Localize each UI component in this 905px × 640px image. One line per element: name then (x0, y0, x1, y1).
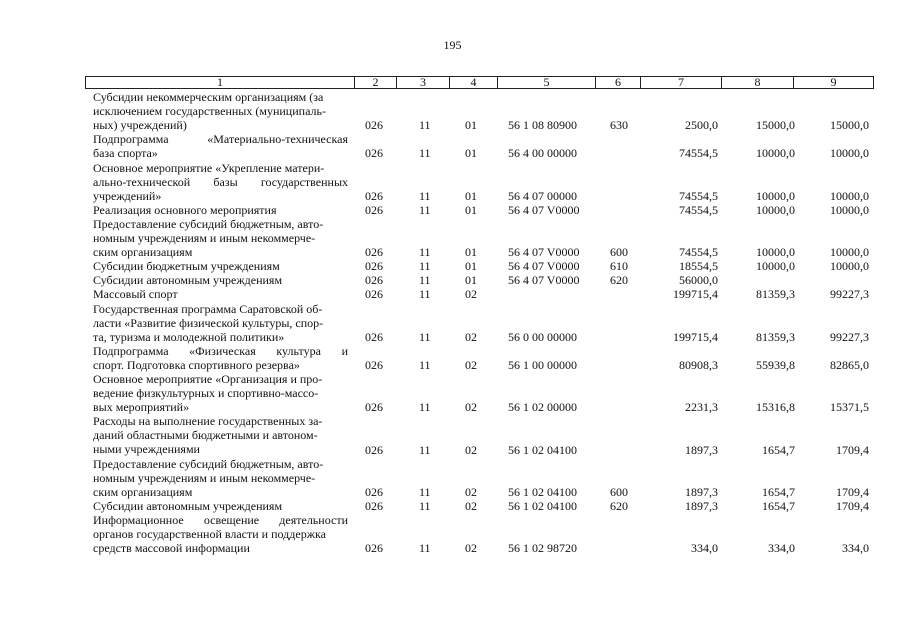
cell-col-9: 99227,3 (830, 287, 869, 302)
description-line: Субсидии бюджетным учреждениям (93, 259, 280, 274)
cell-col-8: 1654,7 (762, 498, 795, 513)
cell-col-2: 026 (365, 484, 383, 499)
cell-col-9: 10000,0 (830, 202, 869, 217)
description-line: Расходы на выполнение государственных за- (93, 414, 323, 429)
description-line: база спорта» (93, 146, 158, 161)
row-description (93, 457, 348, 499)
cell-col-6: 630 (610, 118, 628, 133)
cell-col-5: 56 1 02 00000 (508, 400, 577, 415)
cell-col-7: 74554,5 (679, 202, 718, 217)
cell-col-7: 74554,5 (679, 245, 718, 260)
cell-col-9: 10000,0 (830, 259, 869, 274)
cell-col-2: 026 (365, 273, 383, 288)
cell-col-3: 11 (419, 188, 431, 203)
cell-col-5: 56 4 07 V0000 (508, 259, 580, 274)
description-line: вых мероприятий» (93, 400, 190, 414)
cell-col-9: 10000,0 (830, 245, 869, 260)
table-row (0, 414, 905, 456)
cell-col-2: 026 (365, 202, 383, 217)
header-col-9: 9 (793, 77, 873, 88)
description-line: исключением государственных (муниципаль- (93, 104, 326, 118)
cell-col-7: 18554,5 (679, 259, 718, 274)
description-line: Субсидии некоммерческим организациям (за (93, 90, 324, 104)
cell-col-4: 02 (465, 498, 477, 513)
table-row (0, 273, 905, 287)
table-row (0, 203, 905, 217)
cell-col-5: 56 1 02 98720 (508, 541, 577, 556)
header-col-5: 5 (497, 77, 595, 88)
cell-col-8: 1654,7 (762, 442, 795, 457)
description-line: номным учреждениям и иным некоммерче- (93, 230, 316, 245)
cell-col-4: 01 (465, 146, 477, 161)
cell-col-7: 74554,5 (679, 188, 718, 203)
table-row (0, 302, 905, 344)
cell-col-3: 11 (419, 357, 431, 372)
cell-col-6: 620 (610, 273, 628, 288)
table-row (0, 161, 905, 203)
cell-col-4: 01 (465, 259, 477, 274)
cell-col-3: 11 (419, 484, 431, 499)
description-line: ными учреждениями (93, 442, 200, 457)
cell-col-3: 11 (419, 442, 431, 457)
cell-col-8: 15000,0 (756, 118, 795, 133)
cell-col-7: 199715,4 (673, 329, 718, 344)
cell-col-8: 10000,0 (756, 188, 795, 203)
row-description (93, 372, 348, 414)
row-description (93, 161, 348, 203)
cell-col-7: 56000,0 (679, 273, 718, 288)
cell-col-5: 56 4 00 00000 (508, 146, 577, 161)
cell-col-7: 199715,4 (673, 287, 718, 302)
cell-col-7: 334,0 (691, 541, 718, 556)
cell-col-3: 11 (419, 118, 431, 133)
row-description (93, 203, 348, 217)
cell-col-8: 15316,8 (756, 400, 795, 415)
row-description (93, 344, 348, 372)
row-description (93, 499, 348, 513)
table-row (0, 132, 905, 160)
description-line: средств массовой информации (93, 541, 250, 555)
description-line: та, туризма и молодежной политики» (93, 329, 285, 344)
table-row (0, 344, 905, 372)
cell-col-5: 56 4 07 V0000 (508, 202, 580, 217)
row-description (93, 513, 348, 555)
cell-col-4: 02 (465, 357, 477, 372)
cell-col-5: 56 1 02 04100 (508, 484, 577, 499)
cell-col-5: 56 4 07 V0000 (508, 245, 580, 260)
cell-col-4: 02 (465, 329, 477, 344)
row-description (93, 217, 348, 259)
table-row (0, 259, 905, 273)
cell-col-3: 11 (419, 329, 431, 344)
cell-col-5: 56 1 08 80900 (508, 118, 577, 133)
cell-col-2: 026 (365, 188, 383, 203)
cell-col-9: 99227,3 (830, 329, 869, 344)
description-line: Предоставление субсидий бюджетным, авто- (93, 456, 324, 471)
cell-col-2: 026 (365, 146, 383, 161)
cell-col-9: 1709,4 (836, 498, 869, 513)
cell-col-9: 82865,0 (830, 357, 869, 372)
cell-col-5: 56 1 00 00000 (508, 357, 577, 372)
cell-col-2: 026 (365, 118, 383, 133)
cell-col-7: 80908,3 (679, 357, 718, 372)
table-row (0, 90, 905, 132)
description-line: ально-технической базы государственных (93, 174, 348, 189)
page-number: 195 (443, 38, 462, 52)
cell-col-8: 81359,3 (756, 329, 795, 344)
cell-col-7: 2231,3 (685, 400, 718, 415)
row-description (93, 302, 348, 344)
cell-col-3: 11 (419, 541, 431, 556)
description-line: Предоставление субсидий бюджетным, авто- (93, 216, 324, 231)
row-description (93, 90, 348, 132)
cell-col-2: 026 (365, 442, 383, 457)
header-col-6: 6 (595, 77, 640, 88)
header-col-7: 7 (640, 77, 721, 88)
cell-col-7: 2500,0 (685, 118, 718, 133)
cell-col-3: 11 (419, 259, 431, 274)
cell-col-9: 15000,0 (830, 118, 869, 133)
description-line: Подпрограмма «Материально-техническая (93, 132, 348, 147)
table-row (0, 287, 905, 301)
description-line: спорт. Подготовка спортивного резерва» (93, 357, 300, 372)
description-line: Субсидии автономным учреждениям (93, 498, 283, 513)
description-line: Государственная программа Саратовской об- (93, 301, 323, 316)
table-row (0, 513, 905, 555)
description-line: ласти «Развитие физической культуры, спор- (93, 315, 324, 330)
cell-col-9: 15371,5 (830, 400, 869, 415)
table-row (0, 372, 905, 414)
row-description (93, 132, 348, 160)
table-row (0, 217, 905, 259)
description-line: органов государственной власти и поддержка (93, 527, 326, 541)
cell-col-8: 10000,0 (756, 259, 795, 274)
cell-col-8: 334,0 (768, 541, 795, 556)
header-col-2: 2 (354, 77, 396, 88)
cell-col-6: 620 (610, 498, 628, 513)
description-line: даний областными бюджетными и автоном- (93, 428, 318, 443)
cell-col-8: 10000,0 (756, 202, 795, 217)
cell-col-6: 610 (610, 259, 628, 274)
description-line: Реализация основного мероприятия (93, 202, 277, 217)
cell-col-4: 02 (465, 442, 477, 457)
description-line: Информационное освещение деятельности (93, 513, 348, 527)
header-col-3: 3 (396, 77, 449, 88)
header-col-8: 8 (721, 77, 793, 88)
description-line: Основное мероприятие «Укрепление матери- (93, 160, 325, 175)
cell-col-2: 026 (365, 245, 383, 260)
cell-col-5: 56 1 02 04100 (508, 498, 577, 513)
cell-col-4: 02 (465, 541, 477, 556)
cell-col-9: 334,0 (842, 541, 869, 556)
cell-col-4: 02 (465, 287, 477, 302)
cell-col-6: 600 (610, 245, 628, 260)
description-line: номным учреждениям и иным некоммерче- (93, 470, 316, 485)
cell-col-4: 01 (465, 273, 477, 288)
cell-col-4: 02 (465, 484, 477, 499)
cell-col-3: 11 (419, 202, 431, 217)
cell-col-8: 10000,0 (756, 146, 795, 161)
cell-col-4: 01 (465, 118, 477, 133)
cell-col-4: 01 (465, 202, 477, 217)
table-row (0, 457, 905, 499)
cell-col-7: 74554,5 (679, 146, 718, 161)
table-header-row (85, 76, 874, 89)
cell-col-7: 1897,3 (685, 442, 718, 457)
row-description (93, 287, 348, 301)
cell-col-9: 10000,0 (830, 146, 869, 161)
description-line: ных) учреждений) (93, 118, 187, 132)
cell-col-8: 10000,0 (756, 245, 795, 260)
row-description (93, 273, 348, 287)
cell-col-8: 81359,3 (756, 287, 795, 302)
cell-col-3: 11 (419, 146, 431, 161)
cell-col-6: 600 (610, 484, 628, 499)
description-line: ским организациям (93, 484, 193, 499)
cell-col-8: 55939,8 (756, 357, 795, 372)
description-line: Субсидии автономным учреждениям (93, 273, 283, 288)
cell-col-2: 026 (365, 498, 383, 513)
cell-col-4: 01 (465, 188, 477, 203)
cell-col-3: 11 (419, 400, 431, 415)
cell-col-2: 026 (365, 329, 383, 344)
cell-col-8: 1654,7 (762, 484, 795, 499)
cell-col-2: 026 (365, 541, 383, 556)
header-col-4: 4 (449, 77, 497, 88)
row-description (93, 414, 348, 456)
cell-col-4: 02 (465, 400, 477, 415)
table-row (0, 499, 905, 513)
cell-col-7: 1897,3 (685, 484, 718, 499)
cell-col-7: 1897,3 (685, 498, 718, 513)
header-col-1: 1 (217, 75, 223, 89)
description-line: учреждений» (93, 188, 162, 203)
description-line: Подпрограмма «Физическая культура и (93, 343, 348, 358)
cell-col-2: 026 (365, 400, 383, 415)
cell-col-9: 1709,4 (836, 442, 869, 457)
cell-col-9: 10000,0 (830, 188, 869, 203)
cell-col-3: 11 (419, 498, 431, 513)
cell-col-3: 11 (419, 287, 431, 302)
cell-col-2: 026 (365, 357, 383, 372)
cell-col-4: 01 (465, 245, 477, 260)
cell-col-2: 026 (365, 259, 383, 274)
description-line: Массовый спорт (93, 287, 178, 302)
description-line: ведение физкультурных и спортивно-массо- (93, 386, 319, 400)
cell-col-5: 56 0 00 00000 (508, 329, 577, 344)
cell-col-5: 56 4 07 00000 (508, 188, 577, 203)
cell-col-9: 1709,4 (836, 484, 869, 499)
cell-col-5: 56 4 07 V0000 (508, 273, 580, 288)
cell-col-3: 11 (419, 273, 431, 288)
description-line: ским организациям (93, 244, 193, 259)
description-line: Основное мероприятие «Организация и про- (93, 372, 323, 386)
cell-col-3: 11 (419, 245, 431, 260)
cell-col-2: 026 (365, 287, 383, 302)
cell-col-5: 56 1 02 04100 (508, 442, 577, 457)
row-description (93, 259, 348, 273)
